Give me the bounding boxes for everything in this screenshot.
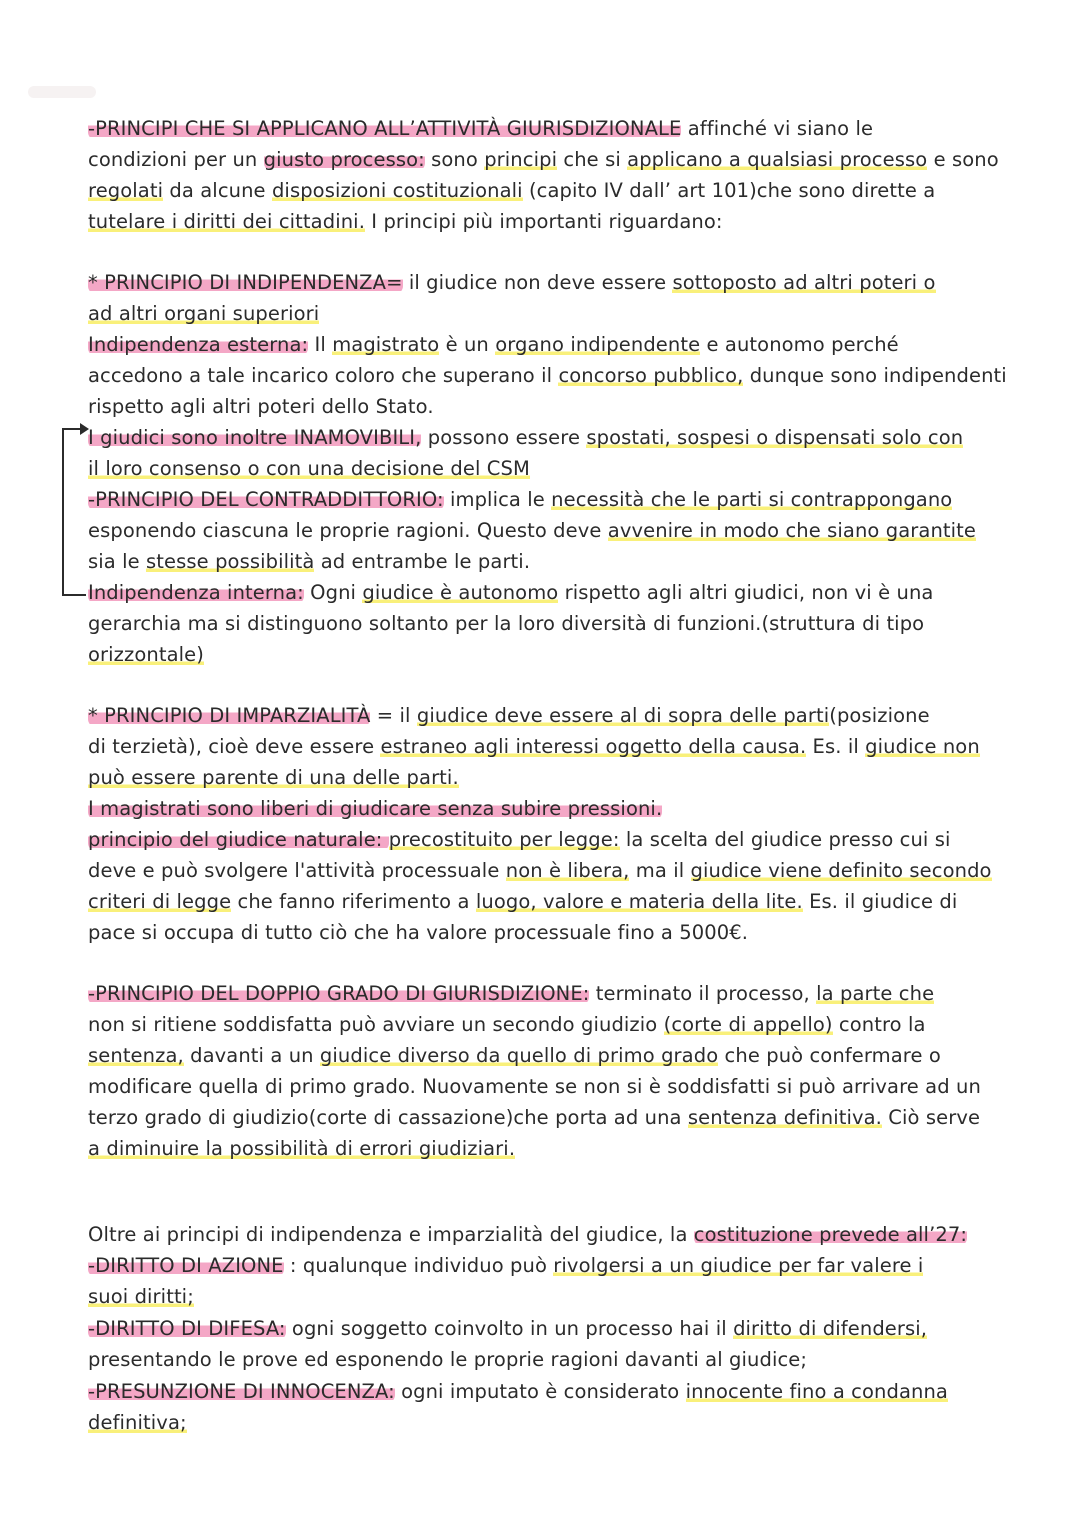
paper-mark [28,86,96,98]
pink-highlight: Indipendenza esterna: [88,333,309,356]
yellow-underline: giudice diverso da quello di primo grado [319,1044,719,1067]
pink-highlight: -PRINCIPIO DEL CONTRADDITTORIO: [88,488,444,511]
text-segment: accedono a tale incarico coloro che superano il [88,364,559,387]
text-segment: Nuovamente se non si è soddisfatti si può arrivare ad un [415,1075,981,1098]
yellow-underline: definitiva; [88,1411,187,1434]
text-segment: sia le [88,550,147,573]
yellow-underline: a diminuire la possibilità di errori giudiziari. [88,1137,516,1160]
yellow-underline: precostituito per legge: [388,828,620,851]
text-segment: ogni soggetto coinvolto in un processo hai il [285,1317,734,1340]
text-segment: Ciò serve [881,1106,981,1129]
text-line [88,422,963,453]
text-line [88,1219,967,1250]
yellow-underline: la parte che [816,982,935,1005]
yellow-underline: orizzontale) [88,643,204,666]
pink-highlight: -PRESUNZIONE DI INNOCENZA: [88,1380,395,1403]
yellow-underline: organo indipendente [495,333,701,356]
text-line [88,1281,194,1312]
yellow-underline: giudice non [865,735,980,758]
text-segment: Ogni [303,581,363,604]
text-segment: I principi più importanti riguardano: [365,210,723,233]
yellow-underline: può essere parente di una delle parti. [88,766,459,789]
text-line [88,546,530,577]
text-line [88,1102,980,1133]
pink-highlight: I magistrati sono liberi di giudicare senza subire pressioni. [88,797,663,820]
yellow-underline: (corte di appello) [663,1013,833,1036]
text-line [88,206,723,237]
text-line [88,175,935,206]
text-segment: non si ritiene soddisfatta può avviare un secondo giudizio [88,1013,664,1036]
text-segment: (posizione [829,704,930,727]
text-segment: ogni imputato è considerato [394,1380,686,1403]
text-segment: gerarchia ma si distinguono soltanto per la loro diversità di funzioni.(struttura di tipo [88,612,925,635]
text-line [88,391,434,422]
yellow-underline: principi [484,148,558,171]
text-segment: esponendo ciascuna le proprie ragioni. [88,519,471,542]
yellow-underline: sentenza, [88,1044,184,1067]
text-line [88,793,662,824]
text-segment: che fanno riferimento a [231,890,476,913]
pink-highlight: * PRINCIPIO DI IMPARZIALITÀ [88,704,371,727]
text-segment: terzo grado di giudizio(corte di cassazione)che porta ad una [88,1106,688,1129]
text-line [88,1313,927,1344]
yellow-underline: diritto di difendersi, [733,1317,928,1340]
pink-highlight: -DIRITTO DI DIFESA: [88,1317,286,1340]
text-segment: rispetto agli altri poteri dello Stato. [88,395,434,418]
text-line [88,1040,941,1071]
text-segment: affinché vi siano le [681,117,874,140]
text-segment: condizioni per un [88,148,264,171]
pink-highlight: giusto processo: [263,148,425,171]
text-segment: Oltre ai principi di indipendenza e imparzialità del giudice, la [88,1223,694,1246]
pink-highlight: -PRINCIPIO DEL DOPPIO GRADO DI GIURISDIZIONE: [88,982,590,1005]
text-segment: e autonomo perché [700,333,899,356]
text-line [88,113,873,144]
yellow-underline: ad altri organi superiori [88,302,320,325]
yellow-underline: disposizioni costituzionali [271,179,523,202]
text-segment: Es. il giudice di [802,890,958,913]
text-line [88,1009,926,1040]
text-line [88,917,748,948]
text-segment: implica le [443,488,552,511]
yellow-underline: magistrato [332,333,440,356]
yellow-underline: stesse possibilità [146,550,315,573]
text-line [88,1250,923,1281]
text-line [88,577,933,608]
yellow-underline: applicano a qualsiasi processo [627,148,928,171]
text-segment: e sono [927,148,999,171]
text-line [88,1376,948,1407]
text-segment: : qualunque individuo può [283,1254,554,1277]
text-line [88,484,952,515]
text-line [88,360,1007,391]
pink-highlight: Indipendenza interna: [88,581,304,604]
text-line [88,453,530,484]
pink-highlight: -PRINCIPI CHE SI APPLICANO ALL’ATTIVITÀ GIURISDIZIONALE [88,117,682,140]
yellow-underline: innocente fino a condanna [685,1380,948,1403]
yellow-underline: spostati, sospesi o dispensati solo con [586,426,964,449]
text-segment: terminato il processo, [589,982,817,1005]
text-line [88,515,976,546]
yellow-underline: necessità che le parti si contrappongano [551,488,953,511]
pink-highlight: principio del giudice naturale: [88,828,389,851]
text-line [88,1133,515,1164]
text-segment: pace si occupa di tutto ciò che ha valore processuale fino a 5000€. [88,921,749,944]
text-line [88,267,936,298]
pink-highlight: costituzione prevede all’27: [693,1223,968,1246]
text-segment: che si [557,148,628,171]
yellow-underline: rivolgersi a un giudice per far valere i [553,1254,924,1277]
yellow-underline: il loro consenso o con una decisione del CSM [88,457,530,480]
text-segment: modificare quella di primo grado. [88,1075,416,1098]
text-line [88,608,924,639]
text-segment: Questo deve [470,519,608,542]
text-line [88,824,951,855]
text-segment: deve e può svolgere l'attività processuale [88,859,506,882]
yellow-underline: sottoposto ad altri poteri o [672,271,936,294]
text-segment: da alcune [163,179,272,202]
text-segment: il giudice non deve essere [402,271,673,294]
text-line [88,639,204,670]
text-line [88,1407,187,1438]
pink-highlight: * PRINCIPIO DI INDIPENDENZA= [88,271,403,294]
text-segment: la scelta del giudice presso cui si [619,828,951,851]
yellow-underline: regolati [88,179,164,202]
text-segment: presentando le prove ed esponendo le proprie ragioni davanti al giudice; [88,1348,808,1371]
text-segment: (capito IV dall’ art 101)che sono dirette a [522,179,936,202]
yellow-underline: avvenire in modo che siano garantite [607,519,977,542]
yellow-underline: sentenza definitiva. [687,1106,882,1129]
text-line [88,762,459,793]
text-line [88,1071,981,1102]
text-segment: davanti a un [183,1044,320,1067]
pink-highlight: I giudici sono inoltre INAMOVIBILI, [88,426,422,449]
text-segment: ma il [629,859,691,882]
text-segment: = il [370,704,417,727]
text-segment: ad entrambe le parti. [314,550,531,573]
text-segment: sono [424,148,485,171]
yellow-underline: tutelare i diritti dei cittadini. [88,210,365,233]
yellow-underline: suoi diritti; [88,1285,194,1308]
pink-highlight: -DIRITTO DI AZIONE [88,1254,284,1277]
yellow-underline: non è libera, [505,859,630,882]
text-line [88,144,999,175]
text-line [88,978,934,1009]
text-line [88,329,899,360]
yellow-underline: estraneo agli interessi oggetto della causa. [380,735,807,758]
text-line [88,855,992,886]
text-segment: che può confermare o [718,1044,941,1067]
text-segment: di terzietà), cioè deve essere [88,735,381,758]
text-line [88,1344,807,1375]
text-segment: dunque sono indipendenti [743,364,1007,387]
text-segment: possono essere [421,426,587,449]
yellow-underline: giudice viene definito secondo [690,859,992,882]
text-line [88,298,319,329]
yellow-underline: criteri di legge [88,890,232,913]
text-line [88,731,980,762]
text-segment: rispetto agli altri giudici, non vi è una [558,581,934,604]
text-segment: è un [439,333,496,356]
text-segment: contro la [832,1013,926,1036]
yellow-underline: giudice deve essere al di sopra delle parti [416,704,830,727]
link-bracket [62,428,86,596]
yellow-underline: concorso pubblico, [558,364,744,387]
text-segment: Il [308,333,333,356]
text-line [88,700,930,731]
text-segment: Es. il [806,735,866,758]
yellow-underline: luogo, valore e materia della lite. [475,890,803,913]
yellow-underline: giudice è autonomo [362,581,559,604]
text-line [88,886,957,917]
